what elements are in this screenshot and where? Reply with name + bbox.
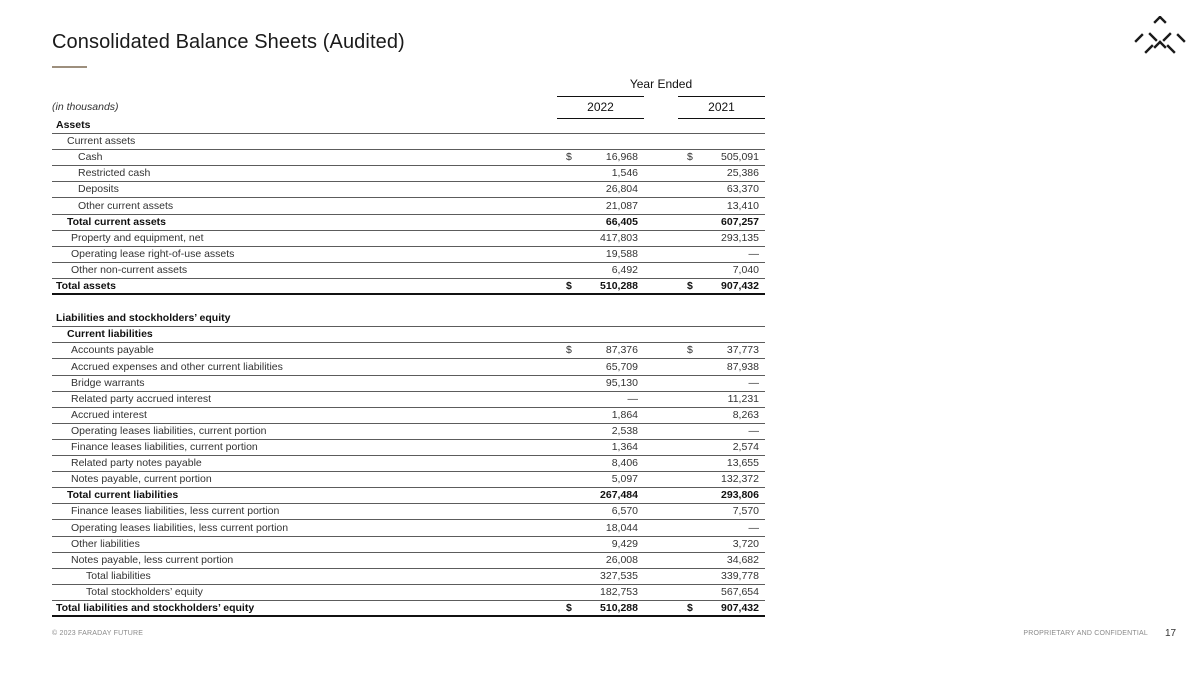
value-cell-2021 xyxy=(678,440,765,456)
cell-value: 907,432 xyxy=(721,280,759,292)
column-gap xyxy=(644,553,678,569)
table-row xyxy=(0,553,1200,569)
column-gap xyxy=(644,537,678,553)
cell-value: 13,655 xyxy=(726,457,759,470)
table-row xyxy=(0,392,1200,408)
row-label: Related party notes payable xyxy=(52,456,557,472)
cell-value: 182,753 xyxy=(600,585,638,598)
column-header-2022: 2022 xyxy=(557,96,644,119)
table-row xyxy=(0,182,1200,198)
table-row xyxy=(0,343,1200,359)
value-cell-2021 xyxy=(678,392,765,408)
table-row xyxy=(0,456,1200,472)
column-gap xyxy=(644,440,678,456)
column-gap xyxy=(644,118,678,134)
table-row xyxy=(0,537,1200,553)
column-gap xyxy=(644,601,678,617)
row-label: Total stockholders’ equity xyxy=(52,585,557,601)
row-label: Operating lease right-of-use assets xyxy=(52,247,557,263)
row-label: Total current liabilities xyxy=(52,488,557,504)
table-row xyxy=(0,134,1200,150)
row-label: Operating leases liabilities, current portion xyxy=(52,424,557,440)
cell-value: 3,720 xyxy=(732,537,759,550)
cell-value: 567,654 xyxy=(721,585,759,598)
cell-value: — xyxy=(748,247,759,260)
row-label: Related party accrued interest xyxy=(52,392,557,408)
row-label: Accrued expenses and other current liabilities xyxy=(52,360,557,376)
row-label: Accounts payable xyxy=(52,343,557,359)
cell-value: 13,410 xyxy=(726,199,759,212)
cell-value: 16,968 xyxy=(605,151,638,164)
column-gap xyxy=(644,150,678,166)
currency-symbol: $ xyxy=(566,344,572,357)
value-cell-2021 xyxy=(678,585,765,601)
column-gap xyxy=(644,488,678,504)
currency-symbol: $ xyxy=(687,602,693,614)
cell-value: 25,386 xyxy=(726,167,759,180)
table-row xyxy=(0,488,1200,504)
value-cell-2021 xyxy=(678,247,765,263)
currency-symbol: $ xyxy=(687,151,693,164)
value-cell-2022 xyxy=(557,569,644,585)
column-gap xyxy=(644,199,678,215)
value-cell-2022 xyxy=(557,118,644,134)
page-title: Consolidated Balance Sheets (Audited) xyxy=(52,31,405,53)
table-row xyxy=(0,440,1200,456)
row-label: Total liabilities and stockholders’ equity xyxy=(52,601,557,617)
value-cell-2021 xyxy=(678,327,765,343)
currency-symbol: $ xyxy=(566,602,572,614)
cell-value: 18,044 xyxy=(605,521,638,534)
value-cell-2022 xyxy=(557,488,644,504)
table-row xyxy=(0,601,1200,617)
cell-value: 5,097 xyxy=(611,473,638,486)
value-cell-2022 xyxy=(557,601,644,617)
column-gap xyxy=(644,231,678,247)
column-gap xyxy=(644,521,678,537)
value-cell-2021 xyxy=(678,343,765,359)
cell-value: 510,288 xyxy=(600,280,638,292)
value-cell-2021 xyxy=(678,295,765,311)
cell-value: 8,406 xyxy=(611,457,638,470)
cell-value: 87,376 xyxy=(605,344,638,357)
column-gap xyxy=(644,182,678,198)
value-cell-2021 xyxy=(678,601,765,617)
cell-value: 11,231 xyxy=(727,392,759,405)
currency-symbol: $ xyxy=(687,344,693,357)
value-cell-2022 xyxy=(557,199,644,215)
table-row xyxy=(0,118,1200,134)
row-label: Total liabilities xyxy=(52,569,557,585)
cell-value: 293,806 xyxy=(721,489,759,502)
row-label: Liabilities and stockholders’ equity xyxy=(52,311,557,327)
cell-value: — xyxy=(627,392,638,405)
column-gap xyxy=(644,279,678,295)
row-label: Restricted cash xyxy=(52,166,557,182)
row-label: Total current assets xyxy=(52,215,557,231)
cell-value: 65,709 xyxy=(605,360,638,373)
table-row xyxy=(0,247,1200,263)
column-gap xyxy=(644,295,678,311)
row-label: Cash xyxy=(52,150,557,166)
row-label: Notes payable, less current portion xyxy=(52,553,557,569)
cell-value: 9,429 xyxy=(611,537,638,550)
cell-value: 510,288 xyxy=(600,602,638,614)
value-cell-2021 xyxy=(678,263,765,279)
row-label: Bridge warrants xyxy=(52,376,557,392)
value-cell-2021 xyxy=(678,504,765,520)
value-cell-2021 xyxy=(678,166,765,182)
row-label: Property and equipment, net xyxy=(52,231,557,247)
value-cell-2022 xyxy=(557,182,644,198)
value-cell-2021 xyxy=(678,279,765,295)
table-row xyxy=(0,376,1200,392)
value-cell-2022 xyxy=(557,263,644,279)
cell-value: 34,682 xyxy=(726,553,759,566)
cell-value: — xyxy=(748,521,759,534)
column-gap xyxy=(644,215,678,231)
row-label xyxy=(52,295,557,311)
cell-value: 63,370 xyxy=(726,183,759,196)
value-cell-2021 xyxy=(678,553,765,569)
row-label: Notes payable, current portion xyxy=(52,472,557,488)
row-label: Assets xyxy=(52,118,557,134)
currency-symbol: $ xyxy=(566,280,572,292)
row-label: Accrued interest xyxy=(52,408,557,424)
value-cell-2022 xyxy=(557,408,644,424)
cell-value: 7,040 xyxy=(732,263,759,276)
value-cell-2022 xyxy=(557,215,644,231)
value-cell-2022 xyxy=(557,231,644,247)
value-cell-2021 xyxy=(678,215,765,231)
column-header-2021: 2021 xyxy=(678,96,765,119)
value-cell-2022 xyxy=(557,504,644,520)
value-cell-2022 xyxy=(557,585,644,601)
row-label: Current assets xyxy=(52,134,557,150)
title-underline xyxy=(52,66,87,68)
column-gap xyxy=(644,504,678,520)
table-row xyxy=(0,472,1200,488)
value-cell-2022 xyxy=(557,166,644,182)
cell-value: 267,484 xyxy=(600,489,638,502)
row-label: Other liabilities xyxy=(52,537,557,553)
row-label: Deposits xyxy=(52,182,557,198)
table-row xyxy=(0,215,1200,231)
value-cell-2021 xyxy=(678,456,765,472)
faraday-future-logo-icon xyxy=(1133,16,1187,54)
currency-symbol: $ xyxy=(566,151,572,164)
cell-value: 19,588 xyxy=(605,247,638,260)
value-cell-2021 xyxy=(678,150,765,166)
value-cell-2021 xyxy=(678,360,765,376)
cell-value: 2,538 xyxy=(611,424,638,437)
value-cell-2021 xyxy=(678,376,765,392)
value-cell-2021 xyxy=(678,408,765,424)
column-gap xyxy=(644,263,678,279)
copyright: © 2023 FARADAY FUTURE xyxy=(52,630,144,637)
cell-value: 6,492 xyxy=(611,263,638,276)
value-cell-2021 xyxy=(678,569,765,585)
column-gap xyxy=(644,343,678,359)
value-cell-2022 xyxy=(557,360,644,376)
cell-value: 66,405 xyxy=(605,215,638,228)
column-gap xyxy=(644,585,678,601)
cell-value: 1,364 xyxy=(611,441,638,453)
value-cell-2021 xyxy=(678,231,765,247)
row-label: Finance leases liabilities, less current portion xyxy=(52,504,557,520)
cell-value: 327,535 xyxy=(600,569,638,582)
table-row xyxy=(0,263,1200,279)
table-row xyxy=(0,408,1200,424)
table-row xyxy=(0,279,1200,295)
column-gap xyxy=(644,327,678,343)
column-gap xyxy=(644,247,678,263)
cell-value: 339,778 xyxy=(721,569,759,582)
cell-value: 21,087 xyxy=(605,199,638,212)
cell-value: 1,546 xyxy=(611,167,638,180)
row-label: Other non-current assets xyxy=(52,263,557,279)
value-cell-2022 xyxy=(557,440,644,456)
value-cell-2022 xyxy=(557,295,644,311)
value-cell-2021 xyxy=(678,134,765,150)
column-gap xyxy=(644,134,678,150)
column-gap xyxy=(644,392,678,408)
table-row xyxy=(0,585,1200,601)
value-cell-2022 xyxy=(557,456,644,472)
value-cell-2021 xyxy=(678,521,765,537)
row-label: Current liabilities xyxy=(52,327,557,343)
column-gap xyxy=(644,424,678,440)
value-cell-2022 xyxy=(557,134,644,150)
cell-value: 37,773 xyxy=(726,344,759,357)
value-cell-2021 xyxy=(678,472,765,488)
cell-value: 2,574 xyxy=(732,441,759,453)
confidential-notice: PROPRIETARY AND CONFIDENTIAL xyxy=(1023,630,1148,637)
cell-value: 132,372 xyxy=(721,473,759,486)
value-cell-2022 xyxy=(557,424,644,440)
value-cell-2021 xyxy=(678,424,765,440)
value-cell-2022 xyxy=(557,376,644,392)
cell-value: 87,938 xyxy=(726,360,759,373)
value-cell-2022 xyxy=(557,150,644,166)
value-cell-2022 xyxy=(557,247,644,263)
cell-value: 293,135 xyxy=(721,231,759,244)
table-row xyxy=(0,569,1200,585)
value-cell-2022 xyxy=(557,327,644,343)
value-cell-2022 xyxy=(557,537,644,553)
value-cell-2022 xyxy=(557,521,644,537)
value-cell-2021 xyxy=(678,537,765,553)
cell-value: 1,864 xyxy=(611,408,638,421)
cell-value: 26,804 xyxy=(605,183,638,196)
cell-value: 7,570 xyxy=(732,505,759,518)
column-gap xyxy=(644,408,678,424)
units-label: (in thousands) xyxy=(52,101,119,113)
cell-value: 6,570 xyxy=(611,505,638,518)
page-number: 17 xyxy=(1165,628,1177,639)
value-cell-2021 xyxy=(678,488,765,504)
value-cell-2021 xyxy=(678,199,765,215)
table-row xyxy=(0,424,1200,440)
table-row xyxy=(0,231,1200,247)
column-gap xyxy=(644,456,678,472)
column-gap xyxy=(644,569,678,585)
row-label: Finance leases liabilities, current portion xyxy=(52,440,557,456)
value-cell-2021 xyxy=(678,311,765,327)
cell-value: 26,008 xyxy=(605,553,638,566)
value-cell-2022 xyxy=(557,343,644,359)
table-row xyxy=(0,166,1200,182)
value-cell-2021 xyxy=(678,118,765,134)
table-row xyxy=(0,360,1200,376)
cell-value: 417,803 xyxy=(600,231,638,244)
table-row xyxy=(0,295,1200,311)
value-cell-2021 xyxy=(678,182,765,198)
column-gap xyxy=(644,166,678,182)
cell-value: — xyxy=(748,376,759,389)
value-cell-2022 xyxy=(557,311,644,327)
cell-value: 95,130 xyxy=(605,376,638,389)
currency-symbol: $ xyxy=(687,280,693,292)
value-cell-2022 xyxy=(557,472,644,488)
value-cell-2022 xyxy=(557,553,644,569)
column-gap xyxy=(644,360,678,376)
cell-value: 505,091 xyxy=(721,151,759,164)
row-label: Operating leases liabilities, less current portion xyxy=(52,521,557,537)
value-cell-2022 xyxy=(557,279,644,295)
table-row xyxy=(0,199,1200,215)
row-label: Total assets xyxy=(52,279,557,295)
column-gap xyxy=(644,376,678,392)
cell-value: 907,432 xyxy=(721,602,759,614)
column-gap xyxy=(644,311,678,327)
cell-value: 8,263 xyxy=(732,408,759,421)
value-cell-2022 xyxy=(557,392,644,408)
table-row xyxy=(0,150,1200,166)
row-label: Other current assets xyxy=(52,199,557,215)
table-row xyxy=(0,521,1200,537)
cell-value: 607,257 xyxy=(721,215,759,228)
cell-value: — xyxy=(748,424,759,437)
table-row xyxy=(0,327,1200,343)
column-gap xyxy=(644,472,678,488)
units-row xyxy=(0,100,1200,116)
table-row xyxy=(0,311,1200,327)
year-ended-label: Year Ended xyxy=(629,77,693,91)
table-row xyxy=(0,504,1200,520)
